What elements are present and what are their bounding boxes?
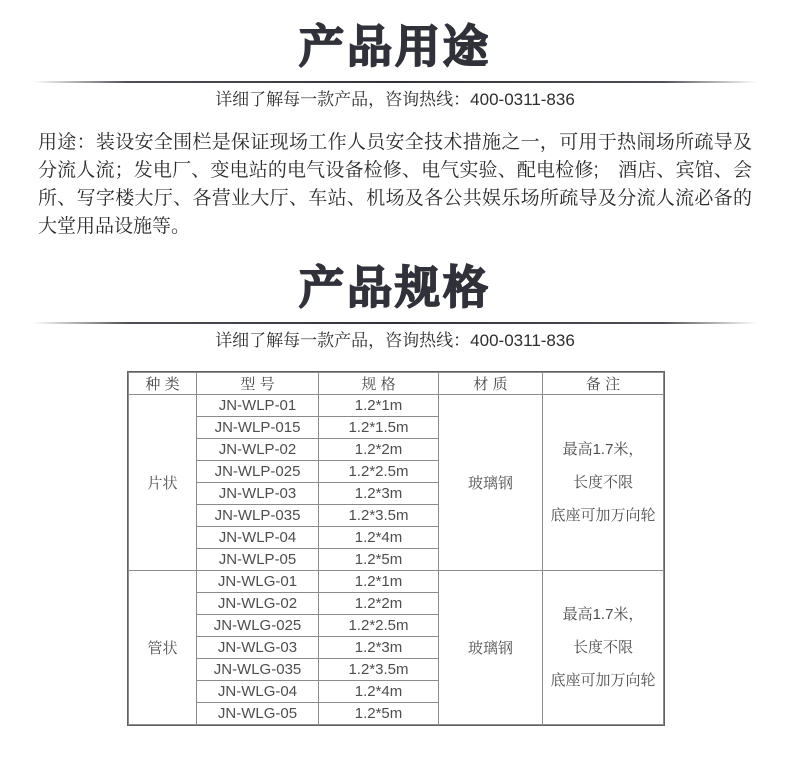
note-line: 底座可加万向轮 [550,507,656,524]
model-cell: JN-WLP-02 [197,439,319,461]
size-cell: 1.2*3.5m [319,505,439,527]
size-cell: 1.2*5m [319,703,439,725]
size-cell: 1.2*5m [319,549,439,571]
spec-column-header-0: 种 类 [129,373,197,395]
usage-hotline-text: 详细了解每一款产品，咨询热线：400-0311-836 [215,90,575,109]
material-cell: 玻璃钢 [439,395,543,571]
model-cell: JN-WLP-01 [197,395,319,417]
size-cell: 1.2*4m [319,527,439,549]
spec-column-header-4: 备 注 [543,373,664,395]
size-cell: 1.2*3m [319,483,439,505]
model-cell: JN-WLG-03 [197,637,319,659]
size-cell: 1.2*2.5m [319,615,439,637]
material-cell: 玻璃钢 [439,571,543,725]
model-cell: JN-WLP-025 [197,461,319,483]
note-line: 底座可加万向轮 [550,672,656,689]
model-cell: JN-WLP-015 [197,417,319,439]
spec-table-row [129,395,664,417]
size-cell: 1.2*2m [319,593,439,615]
size-cell: 1.2*4m [319,681,439,703]
model-cell: JN-WLG-01 [197,571,319,593]
model-cell: JN-WLP-05 [197,549,319,571]
size-cell: 1.2*1m [319,395,439,417]
size-cell: 1.2*3m [319,637,439,659]
note-cell [543,571,664,725]
usage-divider-line [33,81,757,83]
model-cell: JN-WLG-025 [197,615,319,637]
spec-table-header-row [129,373,664,395]
spec-divider-line [33,322,757,324]
type-cell: 管状 [129,571,197,725]
usage-title: 产品用途 [298,21,491,72]
size-cell: 1.2*2m [319,439,439,461]
model-cell: JN-WLG-04 [197,681,319,703]
model-cell: JN-WLG-02 [197,593,319,615]
model-cell: JN-WLG-035 [197,659,319,681]
note-line: 最高1.7米， [562,606,644,623]
spec-title: 产品规格 [298,262,491,313]
size-cell: 1.2*1.5m [319,417,439,439]
spec-column-header-3: 材 质 [439,373,543,395]
model-cell: JN-WLP-03 [197,483,319,505]
spec-table-row [129,571,664,593]
size-cell: 1.2*1m [319,571,439,593]
spec-table [128,372,664,725]
size-cell: 1.2*3.5m [319,659,439,681]
spec-hotline-text: 详细了解每一款产品，咨询热线：400-0311-836 [215,331,575,350]
type-cell: 片状 [129,395,197,571]
size-cell: 1.2*2.5m [319,461,439,483]
note-line: 长度不限 [572,639,633,656]
note-line: 最高1.7米， [562,441,644,458]
section-product-spec [0,241,790,725]
note-line: 长度不限 [572,474,633,491]
model-cell: JN-WLP-04 [197,527,319,549]
spec-column-header-2: 规 格 [319,373,439,395]
section-product-usage [0,0,790,241]
usage-paragraph: 用途：装设安全围栏是保证现场工作人员安全技术措施之一，可用于热闹场所疏导及分流人流；发电厂、变电站的电气设备检修、电气实验、配电检修; 酒店、宾馆、会所、写字楼大厅、各营业大厅、车站、机场及各公共娱乐场所疏导及分流人流必备的大堂用品设施等。 [38,132,752,237]
spec-column-header-1: 型 号 [197,373,319,395]
model-cell: JN-WLP-035 [197,505,319,527]
model-cell: JN-WLG-05 [197,703,319,725]
note-cell [543,395,664,571]
